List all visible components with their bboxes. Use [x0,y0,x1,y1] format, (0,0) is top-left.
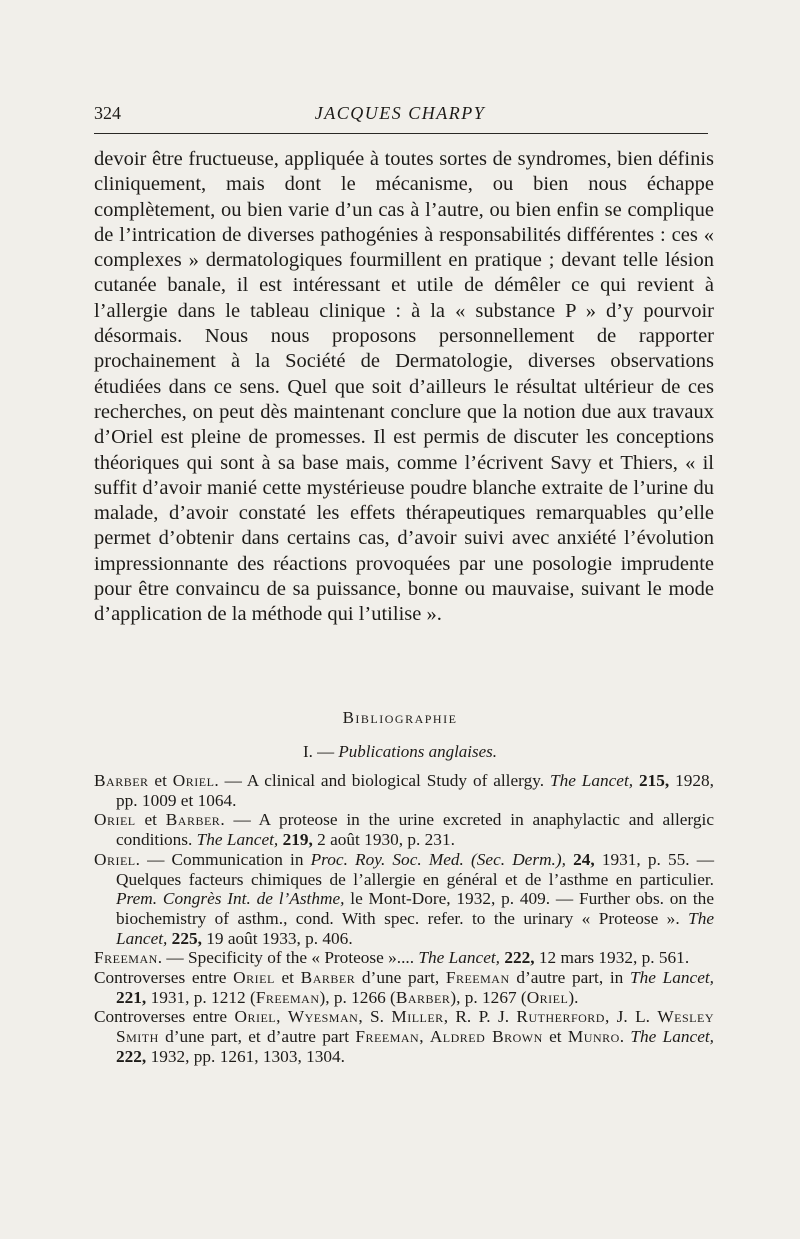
text: 1931, p. 1212 ( [146,987,256,1007]
text: d’autre part, in [509,968,631,988]
body-paragraph: devoir être fructueuse, appliquée à toutes sortes de syndromes, bien définis cliniquement, mais dont le mécanisme, ou bien nous échappe complètement, ou bien varie d’un cas à l’autre, ou bien enfin se complique de l’intrication de diverses pathogénies à responsabilités différentes : ces « complexes » dermatologiques fourmillent en pratique ; devant telle lésion cutanée banale, il est intéressant et utile de démêler ce qui revient à l’allergie dans le tableau clinique : à la « substance P » d’y pourvoir désormais. Nous nous proposons personnellement de rapporter prochainement à la Société de Dermatologie, diverses observations étudiées dans ce sens. Quel que soit d’ailleurs le résultat ultérieur de ces recherches, on peut dès maintenant conclure que la notion due aux travaux d’Oriel est pleine de promesses. Il est permis de discuter les conceptions théoriques qui sont à sa base mais, comme l’écrivent Savy et Thiers, « il suffit d’avoir manié cette mystérieuse poudre blanche extraite de l’urine du malade, d’avoir constaté les effets thérapeutiques remarquables qu’elle permet d’obtenir dans certains cas, d’avoir suivi avec anxiété l’évolution impressionnante des réactions provoquées par une posologie imprudente pour être convaincu de sa puissance, bonne ou mauvaise, suivant le mode d’application de la méthode qui l’utilise ». [94,148,714,626]
text: , R. P. J. [443,1007,517,1027]
text: , [419,1027,430,1047]
volume: 24, [565,849,595,869]
author: Barber [300,968,356,988]
journal: The Lancet, [116,908,714,948]
text: 1928, pp. 1009 et 1064. [116,771,714,810]
text: 19 août 1933, p. 406. [201,928,353,948]
bib-entry [94,810,714,849]
author: Oriel [172,771,215,790]
bibliography-list [94,771,714,1067]
text: . — Specificity of the « Proteose ».... [157,948,419,968]
page-number: 324 [94,103,121,123]
author: Aldred Brown [429,1027,543,1047]
author: Freeman [445,968,510,988]
author: Freeman [255,987,320,1007]
text: , J. L. [604,1007,658,1027]
text: 1932, pp. 1261, 1303, 1304. [146,1046,345,1066]
text: et [135,810,166,830]
author: Oriel [233,968,275,988]
journal: The Lancet, [549,771,634,790]
text: ). [568,987,579,1007]
text: et [542,1027,568,1047]
volume: 221, [116,987,147,1007]
author: Freeman [94,948,158,968]
text: le Mont-Dore, 1932, p. 409. — Further obs. on the biochemistry of asthm., cond. With spec. refer. to the urinary « Proteose ». [116,889,714,928]
volume: 225, [167,928,202,948]
text: . — A clinical and biological Study of allergy. [214,771,550,790]
text: 1931, p. 55. — Quelques facteurs chimiques de l’allergie en général et de l’asthme en particulier. [116,849,715,889]
journal: Prem. Congrès Int. de l’Asthme, [116,889,345,909]
text: d’une part, [355,968,446,988]
text: 2 août 1930, p. 231. [312,830,455,850]
bib-entry [94,948,714,968]
text: ), p. 1267 ( [450,987,527,1007]
text: , S. [358,1007,392,1027]
text: , [276,1007,288,1027]
journal: The Lancet, [630,968,714,988]
author: Oriel [94,849,136,869]
text: 12 mars 1932, p. 561. [534,948,690,968]
text: . — A proteose in the urine excreted in anaphylactic and allergic conditions. [116,810,714,850]
bib-entry [94,771,714,810]
author: Rutherford [516,1007,605,1027]
running-title: JACQUES CHARPY [314,103,486,123]
journal: The Lancet, [418,948,501,968]
text: ), p. 1266 ( [319,987,396,1007]
bibliography-heading: Bibliographie [342,708,458,727]
volume: 222, [116,1046,147,1066]
author: Wyesman [287,1007,359,1027]
author: Barber [395,987,451,1007]
journal: Proc. Roy. Soc. Med. (Sec. Derm.), [310,849,566,869]
text: Controverses entre [94,968,234,988]
text: et [274,968,301,988]
section-title: Publications anglaises. [338,742,498,761]
author: Oriel [234,1007,277,1027]
bib-entry [94,850,714,949]
volume: 215, [633,771,670,790]
bib-entry [94,968,714,1007]
bibliography-subheading [0,742,800,762]
author: Munro [567,1027,620,1047]
journal: The Lancet, [196,830,279,850]
section-number: I. — [302,742,335,761]
text: d’une part, et d’autre part [158,1027,356,1047]
bib-entry [94,1007,714,1066]
author: Oriel [526,987,569,1007]
author: Oriel [94,810,136,830]
author: Wesley Smith [116,1007,714,1047]
header-rule [94,133,708,134]
text: et [148,771,173,790]
text: Controverses entre [94,1007,235,1027]
text: . — Communication in [135,849,311,869]
author: Barber [94,771,149,790]
author: Miller [391,1007,444,1027]
author: Barber [165,810,221,830]
volume: 219, [278,830,313,850]
volume: 222, [500,948,535,968]
author: Freeman [355,1027,420,1047]
journal: The Lancet, [630,1027,714,1047]
text: . [619,1027,631,1047]
